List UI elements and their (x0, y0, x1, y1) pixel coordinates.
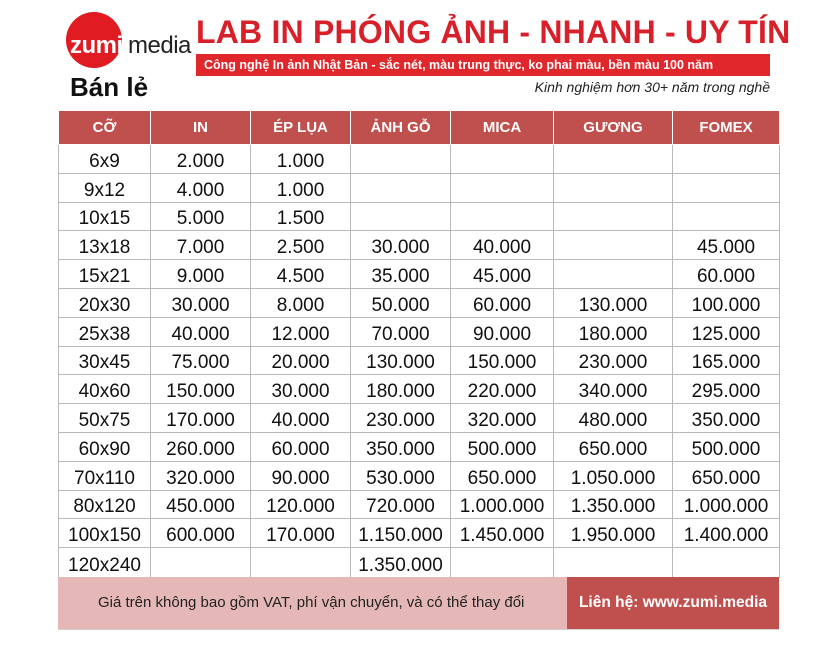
price-cell: 1.150.000 (351, 519, 451, 548)
price-cell: 350.000 (673, 404, 780, 433)
price-cell: 1.000 (251, 145, 351, 174)
table-row (59, 490, 780, 519)
logo-zumi-text: zumi (70, 32, 123, 59)
price-cell: 40.000 (251, 404, 351, 433)
price-cell: 180.000 (351, 375, 451, 404)
price-cell: 2.500 (251, 231, 351, 260)
size-cell: 70x110 (59, 461, 151, 490)
price-cell: 120.000 (251, 490, 351, 519)
price-cell (351, 173, 451, 202)
price-cell: 320.000 (451, 404, 554, 433)
size-cell: 25x38 (59, 317, 151, 346)
price-cell: 130.000 (351, 346, 451, 375)
size-cell: 15x21 (59, 260, 151, 289)
price-cell: 8.000 (251, 288, 351, 317)
size-cell: 60x90 (59, 432, 151, 461)
price-cell: 350.000 (351, 432, 451, 461)
size-cell: 120x240 (59, 548, 151, 578)
price-cell: 500.000 (451, 432, 554, 461)
price-cell (351, 145, 451, 174)
price-cell: 1.400.000 (673, 519, 780, 548)
column-header: CỠ (59, 111, 151, 145)
price-cell (554, 202, 673, 231)
price-cell: 20.000 (251, 346, 351, 375)
table-row (59, 173, 780, 202)
table-row (59, 145, 780, 174)
price-cell: 530.000 (351, 461, 451, 490)
table-row (59, 519, 780, 548)
price-cell: 320.000 (151, 461, 251, 490)
size-cell: 13x18 (59, 231, 151, 260)
price-cell: 130.000 (554, 288, 673, 317)
price-cell: 35.000 (351, 260, 451, 289)
table-row (59, 317, 780, 346)
price-cell: 650.000 (554, 432, 673, 461)
tagline-banner: Công nghệ In ảnh Nhật Bản - sắc nét, màu trung thực, ko phai màu, bền màu 100 năm (196, 54, 770, 76)
price-cell (673, 202, 780, 231)
price-cell: 30.000 (151, 288, 251, 317)
size-cell: 6x9 (59, 145, 151, 174)
price-cell: 150.000 (151, 375, 251, 404)
size-cell: 20x30 (59, 288, 151, 317)
price-cell: 165.000 (673, 346, 780, 375)
table-row (59, 231, 780, 260)
table-row (59, 346, 780, 375)
size-cell: 9x12 (59, 173, 151, 202)
page-headline: LAB IN PHÓNG ẢNH - NHANH - UY TÍN (196, 14, 791, 50)
column-header: FOMEX (673, 111, 780, 145)
price-cell: 1.350.000 (554, 490, 673, 519)
price-cell: 295.000 (673, 375, 780, 404)
price-cell: 1.000 (251, 173, 351, 202)
price-cell: 4.000 (151, 173, 251, 202)
logo-media-text: media (128, 32, 191, 59)
size-cell: 40x60 (59, 375, 151, 404)
table-row (59, 548, 780, 578)
price-cell (554, 548, 673, 578)
table-row (59, 202, 780, 231)
price-cell: 230.000 (554, 346, 673, 375)
column-header: GƯƠNG (554, 111, 673, 145)
price-cell (554, 145, 673, 174)
price-cell: 60.000 (451, 288, 554, 317)
price-cell: 60.000 (251, 432, 351, 461)
price-cell: 9.000 (151, 260, 251, 289)
size-cell: 30x45 (59, 346, 151, 375)
price-cell: 4.500 (251, 260, 351, 289)
size-cell: 10x15 (59, 202, 151, 231)
zumi-media-logo (60, 12, 190, 72)
price-cell: 480.000 (554, 404, 673, 433)
price-cell: 1.050.000 (554, 461, 673, 490)
price-cell (554, 173, 673, 202)
price-cell: 220.000 (451, 375, 554, 404)
price-cell: 5.000 (151, 202, 251, 231)
price-cell: 125.000 (673, 317, 780, 346)
price-cell: 12.000 (251, 317, 351, 346)
price-cell (451, 145, 554, 174)
price-cell: 340.000 (554, 375, 673, 404)
price-cell: 70.000 (351, 317, 451, 346)
column-header: MICA (451, 111, 554, 145)
footer-disclaimer: Giá trên không bao gồm VAT, phí vận chuyển, và có thể thay đổi (58, 577, 567, 629)
table-row (59, 461, 780, 490)
column-header: IN (151, 111, 251, 145)
footer-bar (58, 577, 779, 629)
table-row (59, 404, 780, 433)
price-cell: 450.000 (151, 490, 251, 519)
size-cell: 80x120 (59, 490, 151, 519)
price-cell: 40.000 (451, 231, 554, 260)
price-cell: 1.000.000 (451, 490, 554, 519)
table-row (59, 432, 780, 461)
experience-note: Kinh nghiệm hơn 30+ năm trong nghề (534, 79, 770, 95)
price-cell: 40.000 (151, 317, 251, 346)
price-cell: 90.000 (451, 317, 554, 346)
price-cell: 170.000 (251, 519, 351, 548)
price-cell: 75.000 (151, 346, 251, 375)
price-cell: 100.000 (673, 288, 780, 317)
price-cell (554, 260, 673, 289)
column-header: ÉP LỤA (251, 111, 351, 145)
price-cell: 30.000 (251, 375, 351, 404)
price-cell: 1.350.000 (351, 548, 451, 578)
table-row (59, 375, 780, 404)
table-body (59, 145, 780, 578)
price-cell: 150.000 (451, 346, 554, 375)
price-cell: 60.000 (673, 260, 780, 289)
footer-contact[interactable]: Liên hệ: www.zumi.media (567, 577, 779, 629)
price-cell: 90.000 (251, 461, 351, 490)
price-cell (351, 202, 451, 231)
table-row (59, 260, 780, 289)
price-cell: 2.000 (151, 145, 251, 174)
price-cell (451, 173, 554, 202)
price-cell (673, 173, 780, 202)
price-cell (673, 548, 780, 578)
footer-divider (58, 629, 779, 630)
column-header: ẢNH GỖ (351, 111, 451, 145)
price-cell (451, 548, 554, 578)
price-cell: 720.000 (351, 490, 451, 519)
price-table (58, 110, 780, 578)
price-cell (673, 145, 780, 174)
price-cell: 50.000 (351, 288, 451, 317)
price-cell (554, 231, 673, 260)
price-cell: 45.000 (673, 231, 780, 260)
price-cell: 7.000 (151, 231, 251, 260)
price-cell: 650.000 (451, 461, 554, 490)
price-cell (251, 548, 351, 578)
table-header-row (59, 111, 780, 145)
price-cell: 500.000 (673, 432, 780, 461)
price-cell: 650.000 (673, 461, 780, 490)
size-cell: 50x75 (59, 404, 151, 433)
price-cell: 230.000 (351, 404, 451, 433)
size-cell: 100x150 (59, 519, 151, 548)
price-cell: 1.450.000 (451, 519, 554, 548)
price-cell: 260.000 (151, 432, 251, 461)
price-cell: 30.000 (351, 231, 451, 260)
price-cell (451, 202, 554, 231)
section-title-retail: Bán lẻ (70, 72, 149, 102)
table-row (59, 288, 780, 317)
price-cell: 600.000 (151, 519, 251, 548)
price-cell: 1.500 (251, 202, 351, 231)
price-cell (151, 548, 251, 578)
price-cell: 45.000 (451, 260, 554, 289)
price-cell: 1.950.000 (554, 519, 673, 548)
price-cell: 180.000 (554, 317, 673, 346)
price-cell: 170.000 (151, 404, 251, 433)
price-cell: 1.000.000 (673, 490, 780, 519)
